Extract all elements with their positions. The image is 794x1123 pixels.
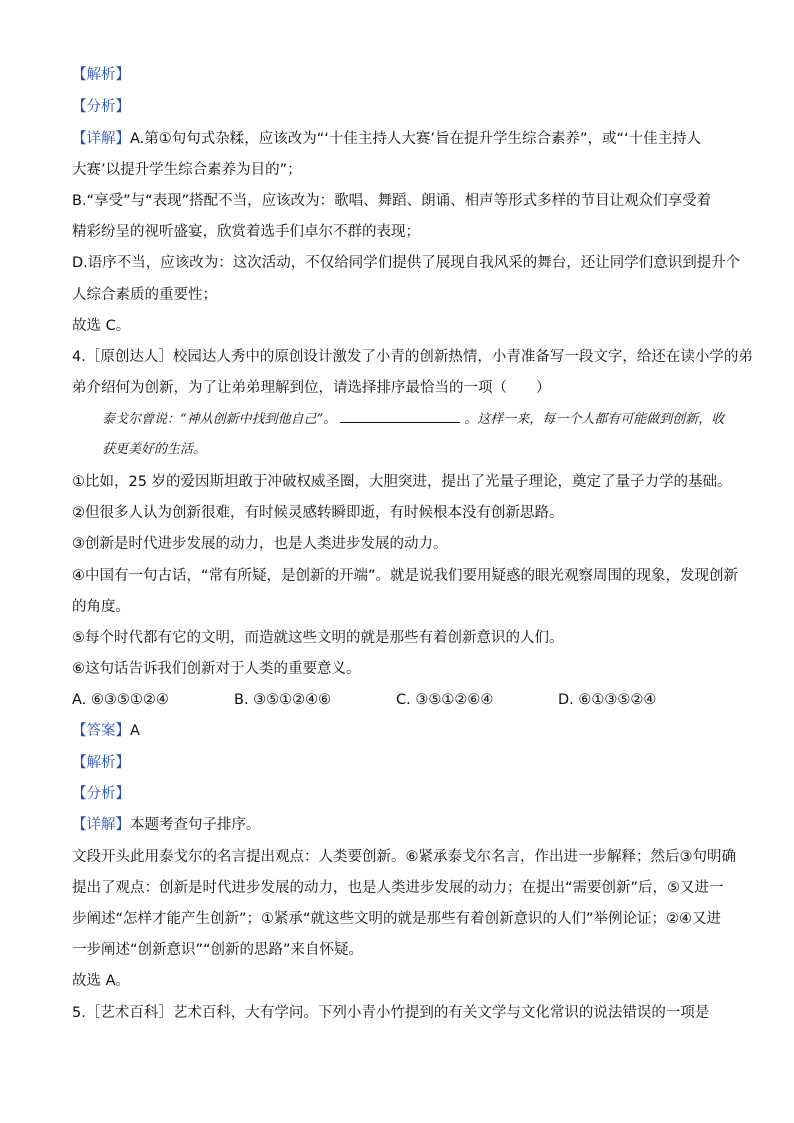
q4-sentence-3: ③创新是时代进步发展的动力，也是人类进步发展的动力。 bbox=[72, 536, 448, 552]
q4-sentence-6: ⑥这句话告诉我们创新对于人类的重要意义。 bbox=[72, 661, 361, 677]
q3-detail-line-2: 大赛’以提升学生综合素养为目的”； bbox=[72, 162, 302, 178]
q4-option-d: D. ⑥①③⑤②④ bbox=[558, 692, 657, 708]
q3-detail-line-6: 人综合素质的重要性； bbox=[72, 287, 217, 303]
q3-line1-text: A.第①句句式杂糅，应该改为“‘十佳主持人大赛’旨在提升学生综合素养”，或“‘十佳主持人 bbox=[130, 131, 702, 147]
q3-fenxi-tag: 【分析】 bbox=[72, 99, 130, 115]
q4-blank bbox=[340, 410, 460, 423]
q5-stem: 5.［艺术百科］艺术百科，大有学问。下列小青小竹提到的有关文学与文化常识的说法错误的一项是 bbox=[72, 1005, 710, 1021]
q4-explain-4: 一步阐述“创新意识”“创新的思路”来自怀疑。 bbox=[72, 942, 364, 958]
q4-option-a: A. ⑥③⑤①②④ bbox=[72, 692, 169, 708]
q4-explain-1: 文段开头此用泰戈尔的名言提出观点：人类要创新。⑥紧承泰戈尔名言，作出进一步解释；然后③句明确 bbox=[72, 849, 736, 865]
q3-conclusion: 故选 C。 bbox=[72, 318, 131, 334]
q4-detail-text: 本题考查句子排序。 bbox=[130, 817, 261, 833]
q4-sentence-4a: ④中国有一句古话，“常有所疑，是创新的开端”。就是说我们要用疑惑的眼光观察周围的现象，发现创新 bbox=[72, 568, 739, 584]
q4-option-b: B. ③⑤①②④⑥ bbox=[234, 692, 332, 708]
q4-xiangjie-tag: 【详解】 bbox=[72, 817, 130, 833]
q3-detail-line-5: D.语序不当，应该改为：这次活动，不仅给同学们提供了展现自我风采的舞台，还让同学们意识到提升个 bbox=[72, 255, 741, 271]
q4-sentence-5: ⑤每个时代都有它的文明，而造就这些文明的就是那些有着创新意识的人们。 bbox=[72, 630, 564, 646]
q3-xiangjie-tag: 【详解】 bbox=[72, 131, 130, 147]
q4-stem-line-2: 弟介绍何为创新，为了让弟弟理解到位，请选择排序最恰当的一项（ ） bbox=[72, 380, 551, 396]
q4-option-c: C. ③⑤①②⑥④ bbox=[396, 692, 494, 708]
q3-detail-line-1 bbox=[72, 129, 724, 149]
q4-answer bbox=[72, 721, 724, 741]
q4-quote-part-b: 。这样一来，每一个人都有可能做到创新，收 bbox=[464, 412, 725, 427]
q4-quote-line-1 bbox=[102, 410, 724, 430]
q4-fenxi-tag: 【分析】 bbox=[72, 786, 130, 802]
q4-explain-3: 步阐述“怎样才能产生创新”；①紧承“就这些文明的就是那些有着创新意识的人们”举例论证；②④又进 bbox=[72, 911, 722, 927]
q4-sentence-4b: 的角度。 bbox=[72, 599, 130, 615]
q4-answer-value: A bbox=[130, 723, 140, 739]
q3-jiexi-tag: 【解析】 bbox=[72, 67, 130, 83]
q3-detail-line-4: 精彩纷呈的视听盛宴，欣赏着选手们卓尔不群的表现； bbox=[72, 224, 420, 240]
q4-sentence-1: ①比如，25 岁的爱因斯坦敢于冲破权威圣圈，大胆突进，提出了光量子理论，奠定了量子力学的基础。 bbox=[72, 474, 732, 490]
q4-quote-line-2: 获更美好的生活。 bbox=[102, 442, 207, 457]
q4-sentence-2: ②但很多人认为创新很难，有时候灵感转瞬即逝，有时候根本没有创新思路。 bbox=[72, 505, 564, 521]
q4-jiexi-tag: 【解析】 bbox=[72, 755, 130, 771]
q4-conclusion: 故选 A。 bbox=[72, 973, 131, 989]
q4-detail bbox=[72, 815, 724, 835]
q4-answer-tag: 【答案】 bbox=[72, 723, 130, 739]
q4-quote-part-a: 泰戈尔曾说：“神从创新中找到他自己”。 bbox=[102, 412, 337, 427]
q4-stem-line-1: 4.［原创达人］校园达人秀中的原创设计激发了小青的创新热情，小青准备写一段文字，给还在读小学的弟 bbox=[72, 349, 753, 365]
q4-explain-2: 提出了观点：创新是时代进步发展的动力，也是人类进步发展的动力；在提出“需要创新”后，⑤又进一 bbox=[72, 880, 724, 896]
q3-detail-line-3: B.“享受”与“表现”搭配不当，应该改为：歌唱、舞蹈、朗诵、相声等形式多样的节目让观众们享受着 bbox=[72, 193, 712, 209]
